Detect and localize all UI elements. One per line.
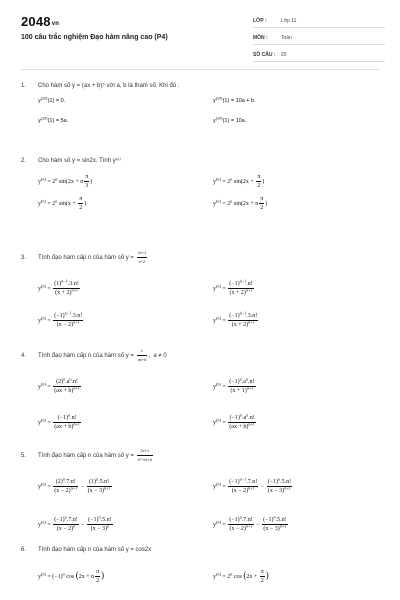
question-text: Cho hàm số y = (ax + b)⁵ với a, b là tham số. Khi đó : (38, 83, 180, 89)
question-3: 3. Tính đạo hàm cấp n của hàm số y = $\frac{2x+1}{x+2}$ $y^{(n)}$ = $\frac{(1)^{n-1}.3.n!}{(x + 2)^{n+1}}$ $y^{(n)}$ = $\frac{(-1)^{n-1}.n!}{(x + 2)^{n+1}}$ $y^{(n)}$ = $\frac{(-1)^{n-1}.3.n!}{(x - 2)^{n+1}}$ $y^{(n)}$ = $\frac{(-1)^{n-1}.3.n!}{(x + 2)^{n+1}}$ (21, 250, 258, 328)
answer-option-a[interactable]: $y^{(n)} = (-1)^n$ cos (2x + n $\frac{\pi}{2}$ ) (38, 569, 105, 584)
answer-option-c[interactable]: $y^{(n)}$ = $\frac{(-1)^n.n!}{(ax + b)^{n+1}}$ (38, 412, 80, 430)
answer-option-d[interactable]: $y^{(10)}(1) = 10a$. (213, 116, 247, 124)
answer-option-a[interactable]: $y^{(n)} = 2^n$ sin(2x + n $\frac{\pi}{3}$ ) (38, 174, 93, 189)
answer-option-d[interactable]: $y^{(n)} = 2^n$ sin(2x + n $\frac{\pi}{2}$ ) (213, 196, 268, 211)
answer-option-c[interactable]: $y^{(n)}$ = $\frac{(-1)^{n-1}.3.n!}{(x - 2)^{n+1}}$ (38, 310, 83, 328)
answer-option-b[interactable]: $y^{(10)}(1) = 10a + b$. (213, 96, 256, 104)
question-function: $\frac{2x+1}{\text{x²−5x+6}}$ (137, 448, 153, 462)
document-header (0, 0, 400, 64)
question-text: Tính đạo hàm cấp n của hàm số y = (38, 453, 134, 460)
question-text: Tính đạo hàm cấp n của hàm số y = (38, 353, 134, 360)
answer-option-b[interactable]: $y^{(n)}$ = $\frac{(-1)^n.a^n.n!}{(x + 1)^{n+1}}$ (213, 376, 255, 394)
answer-option-c[interactable]: $y^{(n)}$ = $\frac{(-1)^n.7.n!}{(x - 2)^n}$ − $\frac{(-1)^n.5.n!}{(x - 3)^n}$ (38, 514, 112, 532)
meta-table (253, 14, 385, 65)
question-6: 6. Tính đạo hàm cấp n của hàm số y = cos2x $y^{(n)} = (-1)^n$ cos (2x + n $\frac{\pi}{2}$ ) $y^{(n)} = 2^n$ cos (2x + $\frac{\pi}{2}$ ) (21, 547, 269, 584)
question-function: $\frac{2x+1}{x+2}$ (137, 250, 147, 264)
question-5: 5. Tính đạo hàm cấp n của hàm số y = $\frac{2x+1}{\text{x²−5x+6}}$ $y^{(n)}$ = $\frac{(2)^n.7.n!}{(x - 2)^{n+1}}$ − $\frac{(1)^n.5.n!}{(x - 3)^{n+1}}$ $y^{(n)}$ = $\frac{(-1)^{n-1}.7.n!}{(x - 2)^{n+1}}$ − $\frac{(-1)^n.5.n!}{(x - 3)^{n+1}}$ $y^{(n)}$ = $\frac{(-1)^n.7.n!}{(x - 2)^n}$ − $\frac{(-1)^n.5.n!}{(x - 3)^n}$ $y^{(n)}$ = $\frac{(-1)^n.7.n!}{(x - 2)^{n+1}}$ − $\frac{(-1)^n.5.n!}{(x - 3)^{n+1}}$ (21, 448, 292, 532)
question-text: Tính đạo hàm cấp n của hàm số y = cos2x (38, 547, 152, 553)
question-1: 1. Cho hàm số y = (ax + b)⁵ với a, b là tham số. Khi đó : $y^{(10)}(1) = 0$. $y^{(10)}(1) = 10a + b$. $y^{(10)}(1) = 5a$. $y^{(10)}(1) = 10a$. (21, 83, 256, 124)
question-2: 2. Cho hàm số y = sin2x. Tính y⁽ⁿ⁾ $y^{(n)} = 2^n$ sin(2x + n $\frac{\pi}{3}$ ) $y^{(n)} = 2^n$ sin(2x + $\frac{\pi}{2}$ ) $y^{(n)} = 2^n$ sin(x + $\frac{\pi}{2}$ ) $y^{(n)} = 2^n$ sin(2x + n $\frac{\pi}{2}$ ) (21, 158, 268, 211)
answer-option-b[interactable]: $y^{(n)}$ = $\frac{(-1)^{n-1}.n!}{(x + 2)^{n+1}}$ (213, 278, 253, 296)
meta-row-class: LỚP : Lớp 11 (253, 14, 385, 28)
question-function: $\frac{1}{ax+b}$ (137, 348, 147, 362)
meta-row-subject: MÔN : Toán (253, 31, 385, 45)
answer-option-a[interactable]: $y^{(n)}$ = $\frac{(1)^{n-1}.3.n!}{(x + 2)^{n+1}}$ (38, 278, 79, 296)
question-text: Cho hàm số y = sin2x. Tính y⁽ⁿ⁾ (38, 158, 121, 164)
answer-option-b[interactable]: $y^{(n)} = 2^n$ cos (2x + $\frac{\pi}{2}$ ) (213, 569, 269, 584)
document-title: 100 câu trắc nghiệm Đạo hàm nâng cao (P4) (21, 34, 168, 41)
answer-option-d[interactable]: $y^{(n)}$ = $\frac{(-1)^n.7.n!}{(x - 2)^{n+1}}$ − $\frac{(-1)^n.5.n!}{(x - 3)^{n+1}}$ (213, 514, 287, 532)
answer-option-a[interactable]: $y^{(10)}(1) = 0$. (38, 96, 66, 104)
question-condition: a ≠ 0 (153, 353, 167, 360)
answer-option-d[interactable]: $y^{(n)}$ = $\frac{(-1)^n.a^n.n!}{(ax + b)^{n+1}}$ (213, 412, 255, 430)
answer-option-b[interactable]: $y^{(n)}$ = $\frac{(-1)^{n-1}.7.n!}{(x - 2)^{n+1}}$ − $\frac{(-1)^n.5.n!}{(x - 3)^{n+1}}$ (213, 476, 292, 494)
question-4: 4. Tính đạo hàm cấp n của hàm số y = $\frac{1}{ax+b}$ , a ≠ 0 $y^{(n)}$ = $\frac{(2)^n.a^n.n!}{(ax + b)^{n+1}}$ $y^{(n)}$ = $\frac{(-1)^n.a^n.n!}{(x + 1)^{n+1}}$ $y^{(n)}$ = $\frac{(-1)^n.n!}{(ax + b)^{n+1}}$ $y^{(n)}$ = $\frac{(-1)^n.a^n.n!}{(ax + b)^{n+1}}$ (21, 348, 255, 430)
site-logo[interactable]: 2048vn (21, 14, 60, 29)
answer-option-d[interactable]: $y^{(n)}$ = $\frac{(-1)^{n-1}.3.n!}{(x + 2)^{n+1}}$ (213, 310, 258, 328)
header-divider (21, 69, 380, 70)
question-text: Tính đạo hàm cấp n của hàm số y = (38, 255, 134, 262)
answer-option-c[interactable]: $y^{(10)}(1) = 5a$. (38, 116, 69, 124)
answer-option-c[interactable]: $y^{(n)} = 2^n$ sin(x + $\frac{\pi}{2}$ ) (38, 196, 87, 211)
meta-row-count: SỐ CÂU : 20 (253, 48, 385, 62)
answer-option-b[interactable]: $y^{(n)} = 2^n$ sin(2x + $\frac{\pi}{2}$ ) (213, 174, 265, 189)
answer-option-a[interactable]: $y^{(n)}$ = $\frac{(2)^n.a^n.n!}{(ax + b)^{n+1}}$ (38, 376, 80, 394)
answer-option-a[interactable]: $y^{(n)}$ = $\frac{(2)^n.7.n!}{(x - 2)^{n+1}}$ − $\frac{(1)^n.5.n!}{(x - 3)^{n+1}}$ (38, 476, 111, 494)
